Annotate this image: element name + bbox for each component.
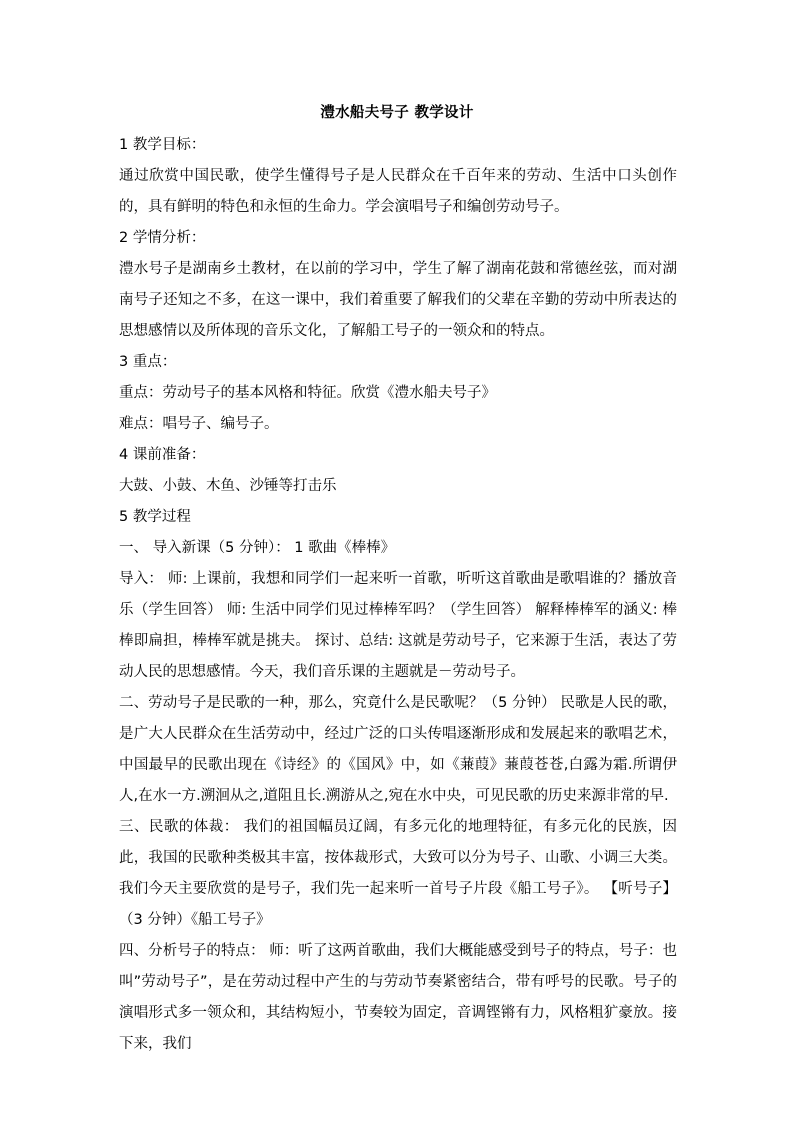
paragraph-difficult-point: 难点：唱号子、编号子。 [119,416,279,432]
heading-preparation: 4 课前准备： [119,447,206,463]
paragraph-teaching-goals: 通过欣赏中国民歌，使学生懂得号子是人民群众在千百年来的劳动、生活中口头创作的，具有鲜明的特色和永恒的生命力。学会演唱号子和编创劳动号子。 [119,168,677,215]
heading-key-points: 3 重点： [119,354,177,370]
heading-learner-analysis: 2 学情分析： [119,230,206,246]
paragraph-section-4: 四、分析号子的特点： 师：听了这两首歌曲，我们大概能感受到号子的特点，号子：也叫”劳动号子”，是在劳动过程中产生的与劳动节奏紧密结合，带有呼号的民歌。号子的演唱形式多一领众和，其结构短小，节奏较为固定，音调铿锵有力，风格粗犷豪放。接下来，我们 [119,943,677,1052]
document-title: 澧水船夫号子 教学设计 [320,105,474,121]
paragraph-section-1-heading: 一、 导入新课（5 分钟）： 1 歌曲《棒棒》 [119,540,396,556]
paragraph-preparation: 大鼓、小鼓、木鱼、沙锤等打击乐 [119,478,337,494]
paragraph-section-3: 三、民歌的体裁： 我们的祖国幅员辽阔，有多元化的地理特征，有多元化的民族，因此，我国的民歌种类极其丰富，按体裁形式，大致可以分为号子、山歌、小调三大类。我们今天主要欣赏的是号子，我们先一起来听一首号子片段《船工号子》。 【听号子】（3 分钟）《船工号子》 [119,819,677,928]
paragraph-introduction: 导入： 师: 上课前，我想和同学们一起来听一首歌，听听这首歌曲是歌唱谁的？播放音乐（学生回答） 师: 生活中同学们见过棒棒军吗？（学生回答） 解释棒棒军的涵义: 棒棒即扁担，棒棒军就是挑夫。 探讨、总结: 这就是劳动号子，它来源于生活，表达了劳动人民的思想感情。今天，我们音乐课的主题就是－劳动号子。 [119,571,677,680]
heading-teaching-goals: 1 教学目标： [119,137,206,153]
document-body [119,130,677,1060]
paragraph-learner-analysis: 澧水号子是湖南乡土教材，在以前的学习中，学生了解了湖南花鼓和常德丝弦，而对湖南号子还知之不多，在这一课中，我们着重要了解我们的父辈在辛勤的劳动中所表达的思想感情以及所体现的音乐文化，了解船工号子的一领众和的特点。 [119,261,677,339]
heading-teaching-process: 5 教学过程 [119,509,191,525]
paragraph-key-point: 重点：劳动号子的基本风格和特征。欣赏《澧水船夫号子》 [119,385,496,401]
paragraph-section-2: 二、劳动号子是民歌的一种，那么，究竟什么是民歌呢？（5 分钟） 民歌是人民的歌，是广大人民群众在生活劳动中，经过广泛的口头传唱逐渐形成和发展起来的歌唱艺术，中国最早的民歌出现在《诗经》的《国风》中，如《蒹葭》蒹葭苍苍,白露为霜.所谓伊人,在水一方.溯洄从之,道阻且长.溯游从之,宛在水中央，可见民歌的历史来源非常的早. [119,695,677,804]
